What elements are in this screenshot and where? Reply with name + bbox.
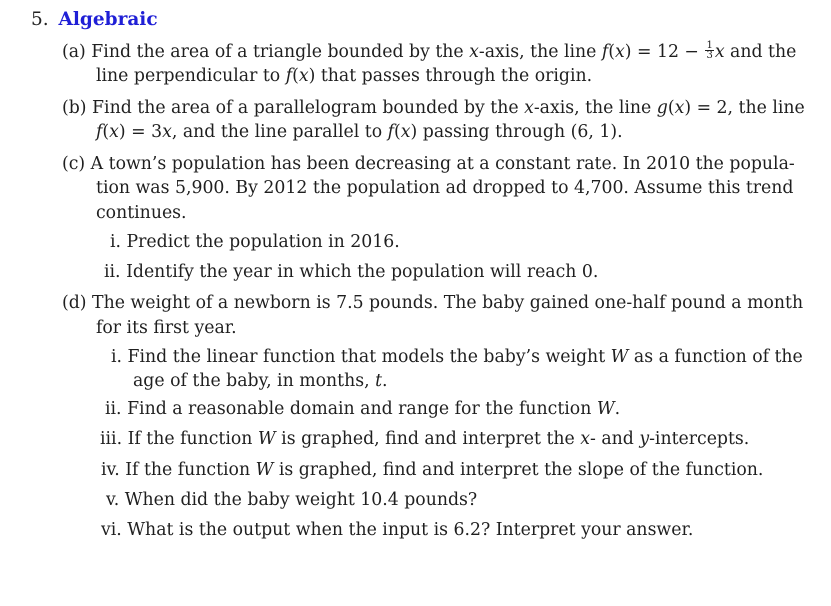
part-d-item-i-line-1 xyxy=(111,346,803,368)
math-paren: ( xyxy=(608,42,616,62)
part-c-item-ii xyxy=(104,261,598,283)
math-var: f xyxy=(285,66,293,86)
item-label: ii. xyxy=(104,262,121,282)
part-b-label: (b) xyxy=(62,98,87,118)
math-var: x xyxy=(524,98,534,118)
math-var: x xyxy=(469,42,479,62)
item-text: . xyxy=(382,371,388,391)
math-var: f xyxy=(601,42,609,62)
math-var: x xyxy=(109,122,119,142)
math-paren: ( xyxy=(292,66,299,86)
part-c-text: tion was 5,900. By 2012 the population ad dropped to 4,700. Assume this trend xyxy=(96,178,794,198)
math-var: W xyxy=(596,399,615,419)
fraction-denominator: 3 xyxy=(706,50,713,61)
math-var: x xyxy=(162,122,172,142)
fraction-numerator: 1 xyxy=(706,40,713,51)
part-d-item-v xyxy=(106,489,477,511)
item-label: i. xyxy=(111,347,123,367)
part-b-line-1 xyxy=(62,97,805,119)
item-label: i. xyxy=(110,232,122,252)
part-b-text: Find the area of a parallelogram bounded by the xyxy=(92,98,525,118)
item-text: as a function of the xyxy=(628,347,803,367)
math-text: ) = 12 − xyxy=(624,42,705,62)
item-text: . xyxy=(614,399,621,419)
item-label: vi. xyxy=(101,520,122,540)
item-text: When did the baby weight 10.4 pounds? xyxy=(124,490,478,510)
part-c-item-i xyxy=(110,231,400,253)
problem-heading xyxy=(31,8,158,32)
part-a-label: (a) xyxy=(62,42,86,62)
part-a-line-1 xyxy=(62,41,796,63)
item-text: is graphed, find and interpret the xyxy=(275,429,581,449)
math-var: W xyxy=(610,347,629,367)
part-d-label: (d) xyxy=(62,293,87,313)
part-c-line-1 xyxy=(62,153,795,175)
math-var: x xyxy=(400,122,411,142)
item-text: If the function xyxy=(125,460,256,480)
part-c-text: continues. xyxy=(96,203,187,223)
part-d-item-ii xyxy=(105,398,620,420)
part-a-text: line perpendicular to xyxy=(96,66,286,86)
item-text: is graphed, find and interpret the slope of the function. xyxy=(273,460,764,480)
part-a-line-2 xyxy=(96,65,592,87)
item-text: - and xyxy=(590,429,640,449)
part-d-item-i-line-2 xyxy=(133,370,388,392)
item-text: Find a reasonable domain and range for the function xyxy=(127,399,597,419)
math-var: W xyxy=(257,429,276,449)
math-paren: ( xyxy=(102,122,110,142)
math-paren: ( xyxy=(394,122,401,142)
item-label: iv. xyxy=(101,460,120,480)
part-a-text: and the xyxy=(724,42,797,62)
item-text: If the function xyxy=(127,429,258,449)
math-var: f xyxy=(387,122,395,142)
part-b-text: ) = 2, the line xyxy=(684,98,805,118)
item-text: Identify the year in which the population will reach 0. xyxy=(126,262,599,282)
math-var: x xyxy=(580,429,590,449)
part-a-text: ) that passes through the origin. xyxy=(308,66,593,86)
part-c-label: (c) xyxy=(62,154,86,174)
part-b-text: -axis, the line xyxy=(533,98,657,118)
part-b-text: , and the line parallel to xyxy=(171,122,388,142)
item-text: What is the output when the input is 6.2? Interpret your answer. xyxy=(127,520,694,540)
part-c-line-2 xyxy=(96,177,793,199)
part-d-item-iii xyxy=(100,428,749,450)
part-c-line-3 xyxy=(96,202,187,224)
math-text: ) = 3 xyxy=(118,122,163,142)
problem-number: 5. xyxy=(31,9,49,30)
item-label: ii. xyxy=(105,399,122,419)
math-var: W xyxy=(255,460,274,480)
part-a-text: Find the area of a triangle bounded by the xyxy=(91,42,470,62)
part-d-item-vi xyxy=(101,519,693,541)
math-var: x xyxy=(674,98,685,118)
item-text: age of the baby, in months, xyxy=(133,371,376,391)
part-d-line-1 xyxy=(62,292,803,314)
part-b-text: ) passing through (6, 1). xyxy=(410,122,623,142)
item-text: Find the linear function that models the baby’s weight xyxy=(127,347,611,367)
item-text: Predict the population in 2016. xyxy=(126,232,400,252)
math-var: x xyxy=(615,42,625,62)
part-a-text: -axis, the line xyxy=(478,42,602,62)
part-d-line-2 xyxy=(96,317,237,339)
math-var: f xyxy=(96,122,103,142)
part-b-line-2 xyxy=(96,121,623,143)
item-label: v. xyxy=(106,490,120,510)
part-d-text: for its first year. xyxy=(96,318,237,338)
math-paren: ( xyxy=(667,98,675,118)
math-var: t xyxy=(375,371,383,391)
part-d-text: The weight of a newborn is 7.5 pounds. The baby gained one-half pound a month xyxy=(92,293,804,313)
problem-title: Algebraic xyxy=(58,9,158,30)
math-var: x xyxy=(714,42,725,62)
item-label: iii. xyxy=(100,429,123,449)
math-var: x xyxy=(298,66,309,86)
fraction-one-third xyxy=(705,41,713,60)
part-d-item-iv xyxy=(101,459,763,481)
math-var: g xyxy=(656,98,668,118)
item-text: -intercepts. xyxy=(649,429,750,449)
part-c-text: A town’s population has been decreasing at a constant rate. In 2010 the popula- xyxy=(90,154,795,174)
math-var: y xyxy=(639,429,650,449)
